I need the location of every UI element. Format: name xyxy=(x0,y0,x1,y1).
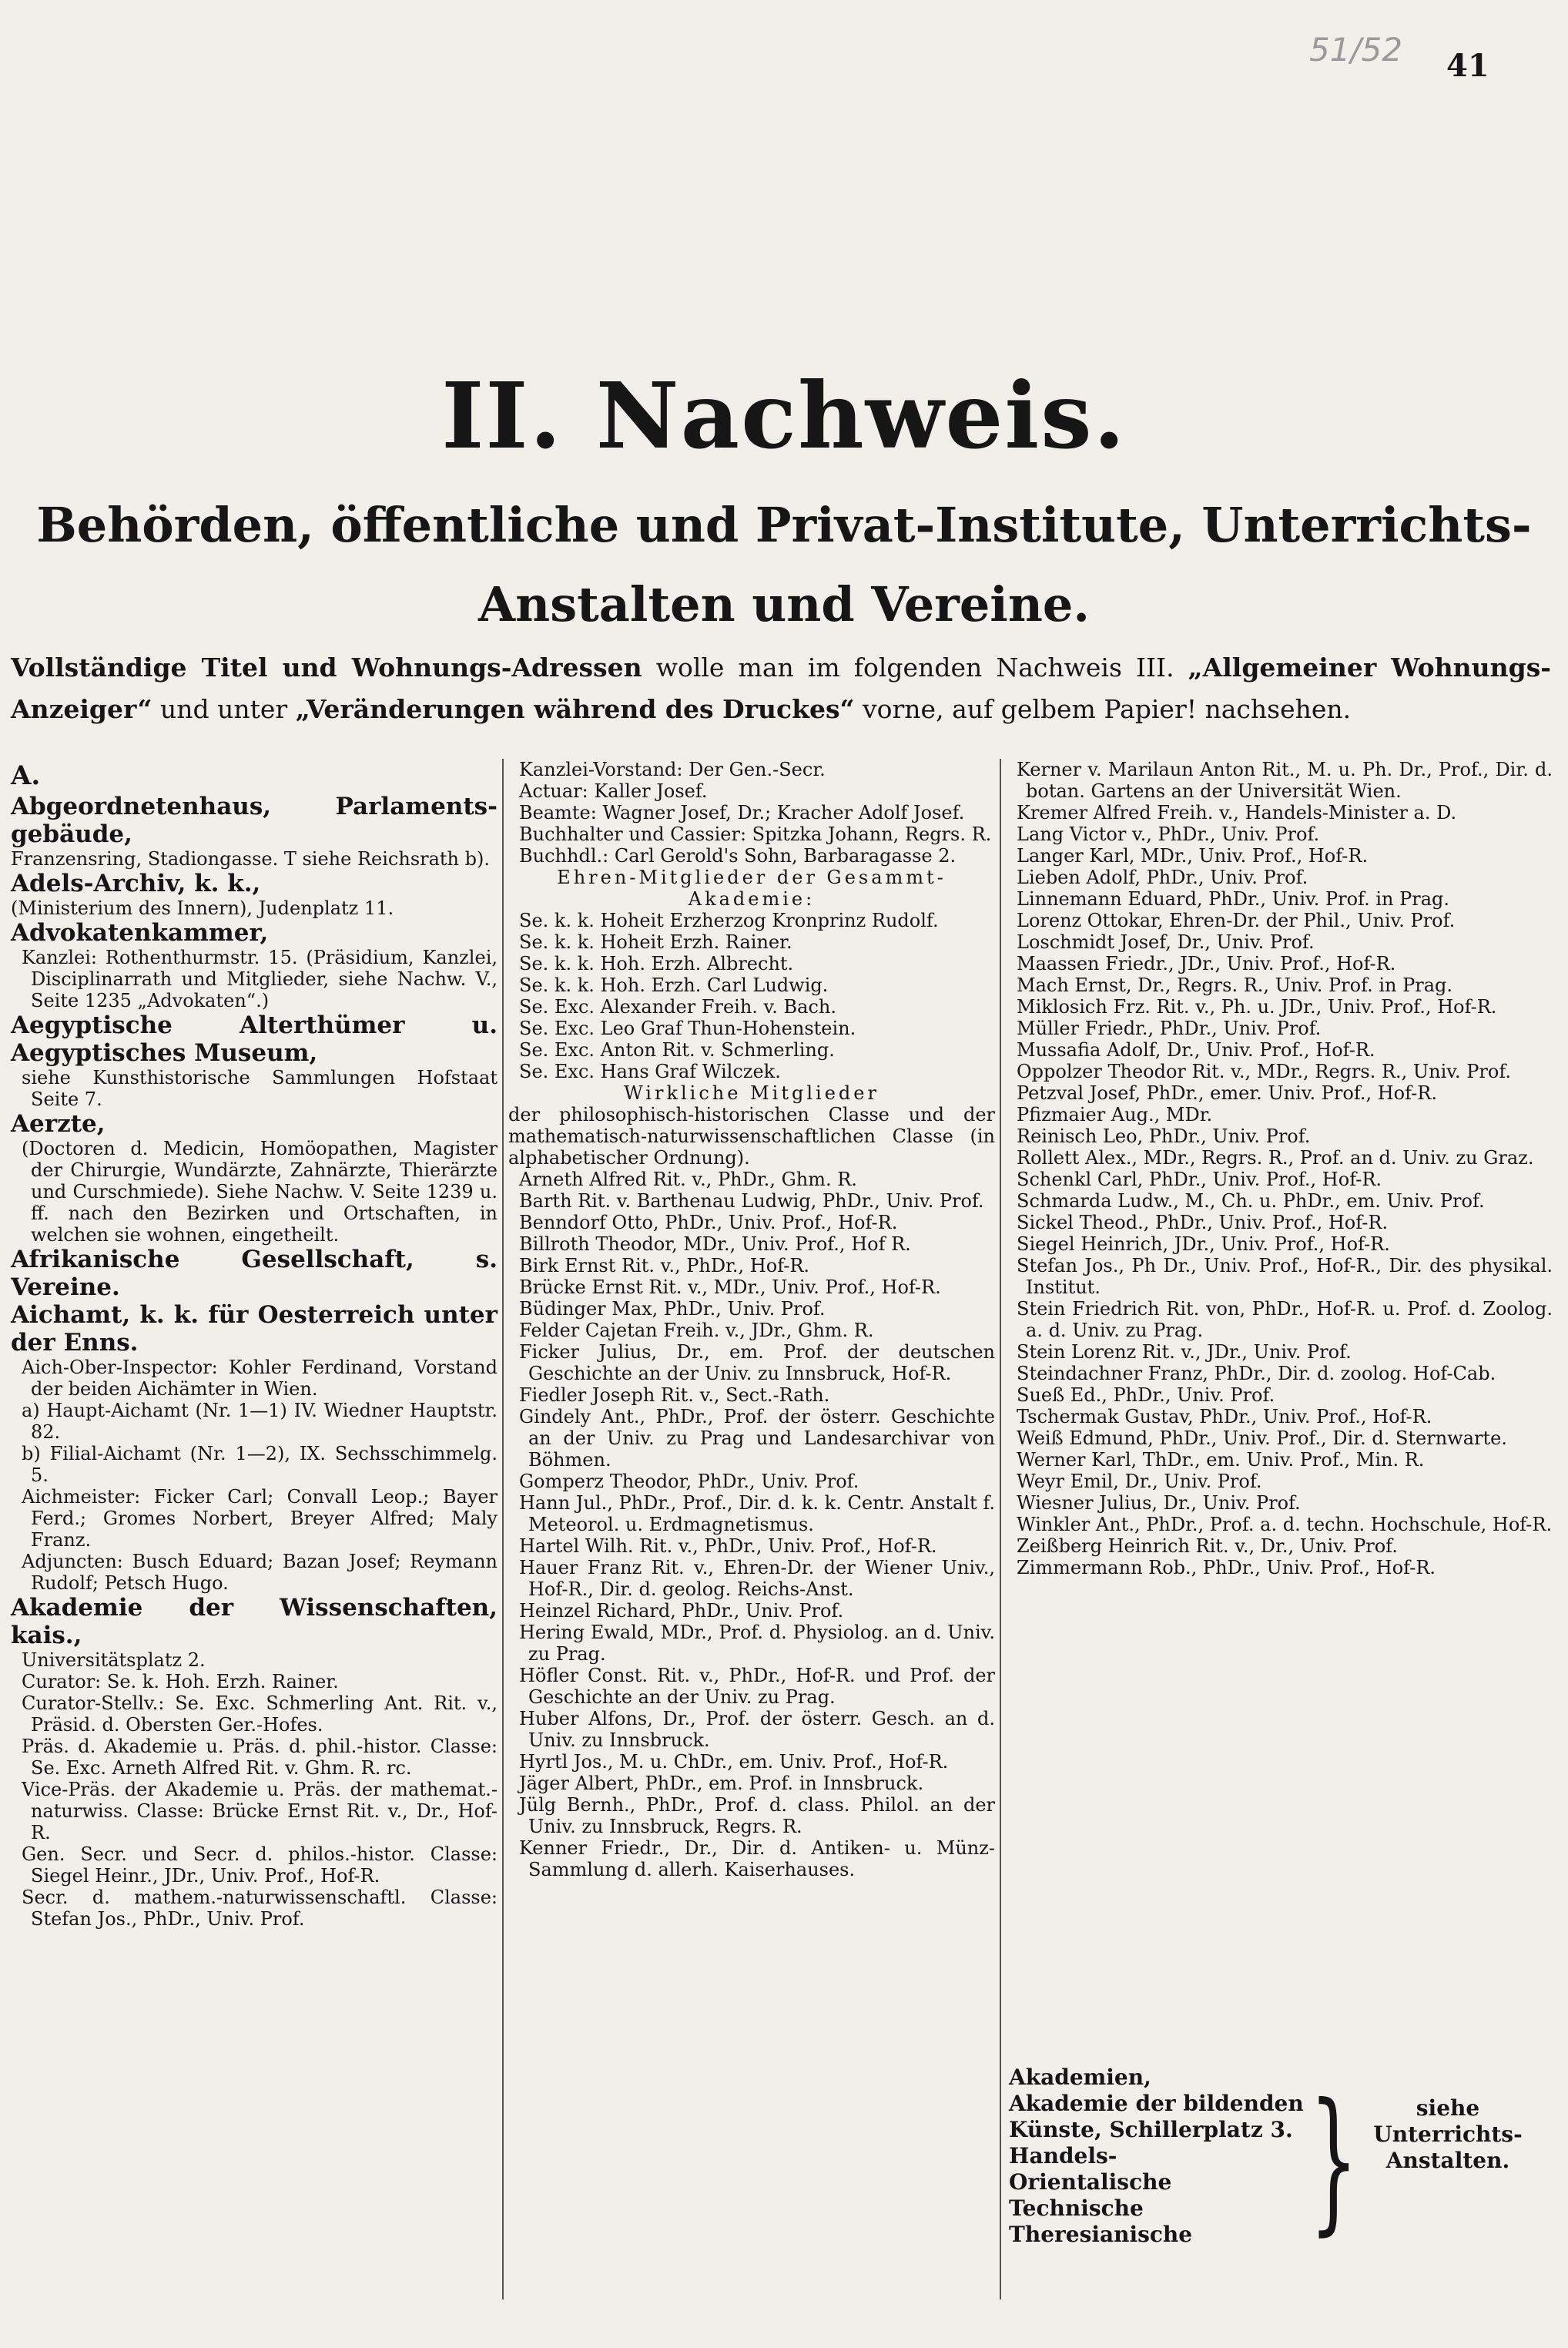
col3-entry: Tschermak Gustav, PhDr., Univ. Prof., Hof-R. xyxy=(1017,1406,1432,1427)
col2-entry: Hartel Wilh. Rit. v., PhDr., Univ. Prof., Hof-R. xyxy=(519,1535,937,1557)
col2-entry: Se. Exc. Hans Graf Wilczek. xyxy=(519,1061,781,1082)
col2-entry: Kanzlei-Vorstand: Der Gen.-Secr. xyxy=(519,759,826,780)
col1-entry: Curator-Stellv.: Se. Exc. Schmerling Ant. Rit. v., Präsid. d. Obersten Ger.-Hofes. xyxy=(22,1692,498,1736)
col2-entry: Höfler Const. Rit. v., PhDr., Hof-R. und Prof. der Geschichte an der Univ. zu Prag. xyxy=(519,1665,995,1708)
col2-entry: Birk Ernst Rit. v., PhDr., Hof-R. xyxy=(519,1255,810,1276)
col3-entry: Stein Lorenz Rit. v., JDr., Univ. Prof. xyxy=(1017,1341,1352,1363)
col3-entry: Zimmermann Rob., PhDr., Univ. Prof., Hof-R. xyxy=(1017,1557,1436,1578)
col1-entry: Advokatenkammer, xyxy=(11,919,269,947)
col1-entry: (Doctoren d. Medicin, Homöopathen, Magister der Chirurgie, Wundärzte, Zahnärzte, Thierärzte und Curschmiede). Siehe Nachw. V. Seite 1239 u. ff. nach den Bezirken und Ortschaften, in welchen sie wohnen, eingetheilt. xyxy=(22,1138,498,1246)
col2-entry: Fiedler Joseph Rit. v., Sect.-Rath. xyxy=(519,1384,830,1406)
column-divider-1 xyxy=(502,759,504,2299)
akademien-heading: Akademien, xyxy=(1009,2065,1151,2090)
siehe-line-1: siehe xyxy=(1416,2095,1480,2121)
curly-brace: } xyxy=(1309,2071,1359,2250)
col2-entry: Gindely Ant., PhDr., Prof. der österr. Geschichte an der Univ. zu Prag und Landesarchivar von Böhmen. xyxy=(519,1406,995,1471)
col3-entry: Maassen Friedr., JDr., Univ. Prof., Hof-R. xyxy=(1017,953,1396,974)
col1-entry: Aegyptische Alterthümer u. Aegyptisches Museum, xyxy=(11,1011,498,1067)
intro-text-1: wolle man im folgenden Nachweis III. xyxy=(642,652,1188,683)
col3-entry: Stefan Jos., Ph Dr., Univ. Prof., Hof-R., Dir. des physikal. Institut. xyxy=(1017,1255,1553,1298)
col2-entry: Barth Rit. v. Barthenau Ludwig, PhDr., Univ. Prof. xyxy=(519,1190,984,1212)
col2-entry: Ehren-Mitglieder der Gesammt-Akademie: xyxy=(557,867,946,910)
col1-entry: Aichamt, k. k. für Oesterreich unter der Enns. xyxy=(11,1301,498,1357)
col3-entry: Weiß Edmund, PhDr., Univ. Prof., Dir. d. Sternwarte. xyxy=(1017,1427,1507,1449)
siehe-line-3: Anstalten. xyxy=(1385,2148,1510,2173)
col3-entry: Sickel Theod., PhDr., Univ. Prof., Hof-R. xyxy=(1017,1212,1389,1233)
col3-entry: Weyr Emil, Dr., Univ. Prof. xyxy=(1017,1471,1262,1492)
col3-entry: Schmarda Ludw., M., Ch. u. PhDr., em. Univ. Prof. xyxy=(1017,1190,1485,1212)
col2-entry: Buchhalter und Cassier: Spitzka Johann, Regrs. R. xyxy=(519,823,992,845)
col2-entry: Se. k. k. Hoheit Erzh. Rainer. xyxy=(519,931,792,953)
col2-entry: Hering Ewald, MDr., Prof. d. Physiolog. an d. Univ. zu Prag. xyxy=(519,1622,995,1665)
col3-entry: Petzval Josef, PhDr., emer. Univ. Prof., Hof-R. xyxy=(1017,1082,1437,1104)
col3-entry: Mach Ernst, Dr., Regrs. R., Univ. Prof. in Prag. xyxy=(1017,974,1453,996)
col3-entry: Oppolzer Theodor Rit. v., MDr., Regrs. R., Univ. Prof. xyxy=(1017,1061,1511,1082)
col1-entry: Adjuncten: Busch Eduard; Bazan Josef; Reymann Rudolf; Petsch Hugo. xyxy=(22,1551,498,1594)
col2-entry: Arneth Alfred Rit. v., PhDr., Ghm. R. xyxy=(519,1169,857,1190)
akademien-line-5: Theresianische xyxy=(1009,2222,1193,2247)
col2-entry: Heinzel Richard, PhDr., Univ. Prof. xyxy=(519,1600,844,1622)
col3-entry: Miklosich Frz. Rit. v., Ph. u. JDr., Univ. Prof., Hof-R. xyxy=(1017,996,1497,1018)
col1-entry: Universitätsplatz 2. xyxy=(22,1649,206,1671)
column-1 xyxy=(11,759,498,1930)
intro-text-3: vorne, auf gelbem Papier! nachsehen. xyxy=(854,694,1352,724)
col3-entry: Winkler Ant., PhDr., Prof. a. d. techn. Hochschule, Hof-R. xyxy=(1017,1514,1553,1535)
col1-entry: Adels-Archiv, k. k., xyxy=(11,870,261,897)
col3-entry: Zeißberg Heinrich Rit. v., Dr., Univ. Prof. xyxy=(1017,1535,1398,1557)
column-2 xyxy=(508,759,995,1880)
col1-entry: Afrikanische Gesellschaft, s. Vereine. xyxy=(11,1246,498,1301)
col2-entry: Se. Exc. Anton Rit. v. Schmerling. xyxy=(519,1039,835,1061)
col2-entry: Wirkliche Mitglieder xyxy=(624,1082,879,1104)
intro-text-2: und unter xyxy=(152,694,296,724)
column-3 xyxy=(1006,759,1553,1578)
col2-entry: Jülg Bernh., PhDr., Prof. d. class. Philol. an der Univ. zu Innsbruck, Regrs. R. xyxy=(519,1794,995,1837)
akademien-line-2: Handels- xyxy=(1009,2143,1117,2169)
col2-entry: Benndorf Otto, PhDr., Univ. Prof., Hof-R. xyxy=(519,1212,898,1233)
col2-entry: Kenner Friedr., Dr., Dir. d. Antiken- u. Münz-Sammlung d. allerh. Kaiserhauses. xyxy=(519,1837,995,1880)
col3-entry: Müller Friedr., PhDr., Univ. Prof. xyxy=(1017,1018,1322,1039)
col3-entry: Reinisch Leo, PhDr., Univ. Prof. xyxy=(1017,1125,1311,1147)
col1-entry: Aichmeister: Ficker Carl; Convall Leop.; Bayer Ferd.; Gromes Norbert, Breyer Alfred; Maly Franz. xyxy=(22,1486,498,1551)
col2-entry: Se. k. k. Hoheit Erzherzog Kronprinz Rudolf. xyxy=(519,910,939,931)
col2-entry: Se. k. k. Hoh. Erzh. Carl Ludwig. xyxy=(519,974,829,996)
col1-entry: a) Haupt-Aichamt (Nr. 1—1) IV. Wiedner Hauptstr. 82. xyxy=(22,1400,498,1443)
col3-entry: Linnemann Eduard, PhDr., Univ. Prof. in Prag. xyxy=(1017,888,1450,910)
intro-bold-1: Vollständige Titel und Wohnungs-Adressen xyxy=(11,652,642,683)
handwritten-page-note: 51/52 xyxy=(1309,31,1403,69)
page-number: 41 xyxy=(1446,48,1489,84)
subtitle-line-1: Behörden, öffentliche und Privat-Institute, Unterrichts- xyxy=(36,497,1532,553)
subtitle-line-2: Anstalten und Vereine. xyxy=(478,576,1090,632)
col2-entry: Se. Exc. Alexander Freih. v. Bach. xyxy=(519,996,836,1018)
col1-entry: Aerzte, xyxy=(11,1110,106,1138)
col3-entry: Lieben Adolf, PhDr., Univ. Prof. xyxy=(1017,867,1308,888)
col3-entry: Rollett Alex., MDr., Regrs. R., Prof. an d. Univ. zu Graz. xyxy=(1017,1147,1534,1169)
col2-entry: Actuar: Kaller Josef. xyxy=(519,780,708,802)
col3-entry: Lorenz Ottokar, Ehren-Dr. der Phil., Univ. Prof. xyxy=(1017,910,1456,931)
col2-entry: Hyrtl Jos., M. u. ChDr., em. Univ. Prof., Hof-R. xyxy=(519,1751,949,1773)
intro-bold-2: „Allgemeiner Wohnungs-Anzeiger“ xyxy=(11,652,1551,724)
col2-entry: Se. Exc. Leo Graf Thun-Hohenstein. xyxy=(519,1018,856,1039)
col2-entry: Billroth Theodor, MDr., Univ. Prof., Hof R. xyxy=(519,1233,911,1255)
col1-entry: Abgeordnetenhaus, Parlaments-gebäude, xyxy=(11,793,498,848)
col1-entry: Akademie der Wissenschaften, kais., xyxy=(11,1594,498,1649)
col1-entry: Aich-Ober-Inspector: Kohler Ferdinand, Vorstand der beiden Aichämter in Wien. xyxy=(22,1357,498,1400)
col1-entry: Franzensring, Stadiongasse. T siehe Reichsrath b). xyxy=(11,848,490,870)
col2-entry: Hauer Franz Rit. v., Ehren-Dr. der Wiener Univ., Hof-R., Dir. d. geolog. Reichs-Anst. xyxy=(519,1557,995,1600)
col1-entry: Gen. Secr. und Secr. d. philos.-histor. Classe: Siegel Heinr., JDr., Univ. Prof., Hof-R. xyxy=(22,1843,498,1887)
col2-entry: Jäger Albert, PhDr., em. Prof. in Innsbruck. xyxy=(519,1773,924,1794)
intro-paragraph xyxy=(11,647,1551,730)
col2-entry: Brücke Ernst Rit. v., MDr., Univ. Prof., Hof-R. xyxy=(519,1276,941,1298)
col2-entry: Huber Alfons, Dr., Prof. der österr. Gesch. an d. Univ. zu Innsbruck. xyxy=(519,1708,995,1751)
col1-entry: Kanzlei: Rothenthurmstr. 15. (Präsidium, Kanzlei, Disciplinarrath und Mitglieder, siehe Nachw. V., Seite 1235 „Advokaten“.) xyxy=(22,947,498,1011)
page-title: II. Nachweis. xyxy=(441,362,1127,469)
col3-entry: Steindachner Franz, PhDr., Dir. d. zoolog. Hof-Cab. xyxy=(1017,1363,1496,1384)
col2-entry: Hann Jul., PhDr., Prof., Dir. d. k. k. Centr. Anstalt f. Meteorol. u. Erdmagnetismus. xyxy=(519,1492,995,1535)
col3-entry: Sueß Ed., PhDr., Univ. Prof. xyxy=(1017,1384,1275,1406)
col2-entry: Ficker Julius, Dr., em. Prof. der deutschen Geschichte an der Univ. zu Innsbruck, Hof-R. xyxy=(519,1341,995,1384)
akademien-block xyxy=(1009,2065,1317,2248)
col3-entry: Loschmidt Josef, Dr., Univ. Prof. xyxy=(1017,931,1315,953)
col3-entry: Stein Friedrich Rit. von, PhDr., Hof-R. u. Prof. d. Zoolog. a. d. Univ. zu Prag. xyxy=(1017,1298,1553,1341)
col3-entry: Kerner v. Marilaun Anton Rit., M. u. Ph. Dr., Prof., Dir. d. botan. Gartens an der Universität Wien. xyxy=(1017,759,1553,802)
column-divider-2 xyxy=(1000,759,1001,2299)
col3-entry: Werner Karl, ThDr., em. Univ. Prof., Min. R. xyxy=(1017,1449,1425,1471)
siehe-line-2: Unterrichts- xyxy=(1373,2122,1523,2147)
col3-entry: Siegel Heinrich, JDr., Univ. Prof., Hof-R. xyxy=(1017,1233,1390,1255)
col2-entry: Büdinger Max, PhDr., Univ. Prof. xyxy=(519,1298,826,1320)
col1-entry: Präs. d. Akademie u. Präs. d. phil.-histor. Classe: Se. Exc. Arneth Alfred Rit. v. Ghm. R. rc. xyxy=(22,1736,498,1779)
col2-entry: Felder Cajetan Freih. v., JDr., Ghm. R. xyxy=(519,1320,874,1341)
col1-entry: (Ministerium des Innern), Judenplatz 11. xyxy=(11,897,394,919)
col1-entry: Curator: Se. k. Hoh. Erzh. Rainer. xyxy=(22,1671,339,1692)
akademien-line-1: Akademie der bildenden Künste, Schillerplatz 3. xyxy=(1009,2091,1304,2142)
col1-entry: A. xyxy=(11,760,41,791)
col3-entry: Mussafia Adolf, Dr., Univ. Prof., Hof-R. xyxy=(1017,1039,1375,1061)
col3-entry: Kremer Alfred Freih. v., Handels-Minister a. D. xyxy=(1017,802,1457,823)
col2-entry: Gomperz Theodor, PhDr., Univ. Prof. xyxy=(519,1471,859,1492)
col3-entry: Lang Victor v., PhDr., Univ. Prof. xyxy=(1017,823,1320,845)
col1-entry: b) Filial-Aichamt (Nr. 1—2), IX. Sechsschimmelg. 5. xyxy=(22,1443,498,1486)
col2-entry: Se. k. k. Hoh. Erzh. Albrecht. xyxy=(519,953,794,974)
siehe-reference xyxy=(1344,2095,1552,2174)
col2-entry: Buchhdl.: Carl Gerold's Sohn, Barbaragasse 2. xyxy=(519,845,957,867)
col3-entry: Langer Karl, MDr., Univ. Prof., Hof-R. xyxy=(1017,845,1369,867)
col3-entry: Wiesner Julius, Dr., Univ. Prof. xyxy=(1017,1492,1301,1514)
col3-entry: Pfizmaier Aug., MDr. xyxy=(1017,1104,1213,1125)
akademien-line-4: Technische xyxy=(1009,2195,1144,2221)
intro-bold-3: „Veränderungen während des Druckes“ xyxy=(295,694,855,724)
col3-entry: Schenkl Carl, PhDr., Univ. Prof., Hof-R. xyxy=(1017,1169,1382,1190)
col1-entry: Secr. d. mathem.-naturwissenschaftl. Classe: Stefan Jos., PhDr., Univ. Prof. xyxy=(22,1887,498,1930)
col2-entry: der philosophisch-historischen Classe und der mathematisch-naturwissenschaftlichen Classe (in alphabetischer Ordnung). xyxy=(508,1104,995,1169)
akademien-line-3: Orientalische xyxy=(1009,2169,1172,2195)
col2-entry: Beamte: Wagner Josef, Dr.; Kracher Adolf Josef. xyxy=(519,802,965,823)
col1-entry: siehe Kunsthistorische Sammlungen Hofstaat Seite 7. xyxy=(22,1067,498,1110)
col1-entry: Vice-Präs. der Akademie u. Präs. der mathemat.-naturwiss. Classe: Brücke Ernst Rit. v., Dr., Hof-R. xyxy=(22,1779,498,1843)
